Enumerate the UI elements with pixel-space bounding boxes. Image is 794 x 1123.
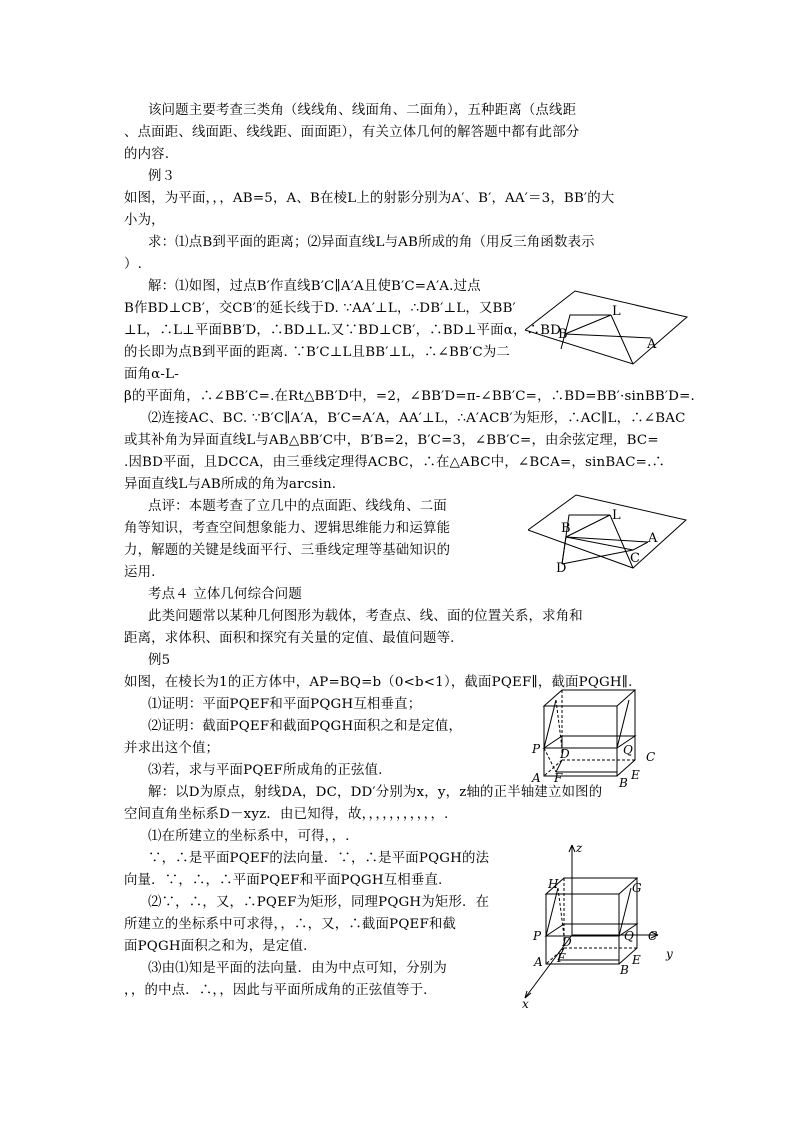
paragraph-line: ⑴证明：平面PQEF和平面PQGH互相垂直； — [148, 697, 422, 712]
label-x: x — [522, 997, 529, 1010]
label-C: C — [648, 929, 658, 943]
paragraph-line: 或其补角为异面直线L与AB△BB′C中，B′B=2，B′C=3，∠BB′C=，由余弦定理，BC= — [124, 433, 659, 448]
section-heading: 考点４ 立体几何综合问题 — [148, 587, 302, 602]
label-D: D — [560, 747, 570, 761]
paragraph-line: 的长即为点B到平面的距离. ∵B′C⊥L且BB′⊥L，∴∠BB′C为二 — [124, 345, 510, 360]
label-D: D — [556, 561, 567, 576]
paragraph-line: ⑵∵，∴，又，∴PQEF为矩形，同理PQGH为矩形．在 — [148, 895, 490, 910]
label-D: D — [562, 935, 572, 949]
paragraph-line: 解：⑴如图，过点B′作直线B′C∥A′A且使B′C=A′A.过点 — [148, 279, 481, 294]
cube-axes-figure — [520, 840, 680, 1010]
paragraph-line: 求：⑴点B到平面的距离；⑵异面直线L与AB所成的角（用反三角函数表示 — [148, 235, 595, 250]
paragraph-line: 解：以D为原点，射线DA，DC，DD′分别为x，y，z轴的正半轴建立如图的 — [148, 785, 603, 800]
dihedral-figure-1 — [525, 290, 690, 370]
label-A: A — [647, 337, 657, 352]
paragraph-line: 此类问题常以某种几何图形为载体，考查点、线、面的位置关系，求角和 — [148, 609, 583, 624]
label-Q: Q — [623, 743, 633, 757]
paragraph-line: 异面直线L与AB所成的角为arcsin. — [124, 477, 337, 492]
label-C: C — [630, 551, 640, 566]
paragraph-line: 角等知识，考查空间想象能力、逻辑思维能力和运算能 — [124, 521, 451, 536]
paragraph-line: ⑵证明：截面PQEF和截面PQGH面积之和是定值， — [148, 719, 463, 734]
paragraph-line: 空间直角坐标系D－xyz．由已知得，故，，，，，，，，，，，. — [124, 807, 449, 822]
label-A: A — [648, 531, 658, 546]
paragraph-line: ⑵连接AC、BC. ∵B′C∥A′A，B′C=A′A，AA′⊥L，∴A′ACB′为矩形，∴AC∥L，∴∠BAC — [148, 411, 686, 426]
label-A: A — [534, 955, 543, 969]
paragraph-line: 该问题主要考查三类角（线线角、线面角、二面角），五种距离（点线距 — [148, 103, 577, 118]
label-L: L — [612, 508, 621, 523]
example-heading: 例5 — [148, 653, 171, 668]
paragraph-line: 点评：本题考查了立几中的点面距、线线角、二面 — [148, 499, 447, 514]
paragraph-line: ⑴在所建立的坐标系中，可得，，. — [148, 829, 350, 844]
label-Q: Q — [624, 929, 634, 943]
label-B: B — [619, 776, 628, 788]
label-B: B — [620, 963, 629, 977]
label-z: z — [576, 841, 583, 855]
paragraph-line: 力，解题的关键是线面平行、三垂线定理等基础知识的 — [124, 543, 451, 558]
example-heading: 例３ — [148, 169, 176, 184]
paragraph-line: 如图，在棱长为1的正方体中，AP=BQ=b（0<b<1），截面PQEF∥，截面PQGH∥. — [124, 675, 633, 690]
paragraph-line: ⑶若，求与平面PQEF所成角的正弦值. — [148, 763, 383, 778]
label-P: P — [532, 742, 541, 756]
paragraph-line: ⑶由⑴知是平面的法向量．由为中点可知，分别为 — [148, 961, 447, 976]
paragraph-line: 如图，为平面，，，AB=5，A、B在棱L上的射影分别为A′、B′，AA′＝3，BB′的大 — [124, 191, 615, 206]
label-E: E — [632, 953, 641, 967]
label-A: A — [532, 771, 541, 785]
paragraph-line: ，，的中点．∴，，因此与平面所成角的正弦值等于. — [124, 983, 428, 998]
label-H: H — [548, 877, 559, 891]
label-B: B — [558, 327, 568, 342]
paragraph-line: ）. — [124, 257, 143, 272]
label-C: C — [646, 750, 656, 764]
paragraph-line: 距离，求体积、面积和探究有关量的定值、最值问题等. — [124, 631, 455, 646]
paragraph-line: 面角α-L- — [124, 367, 179, 382]
paragraph-line: 并求出这个值； — [124, 741, 220, 756]
label-y: y — [666, 947, 673, 961]
paragraph-line: 向量．∵，∴，∴平面PQEF和平面PQGH互相垂直. — [124, 873, 443, 888]
paragraph-line: 小为， — [124, 213, 165, 228]
paragraph-line: 、点面距、线面距、线线距、面面距），有关立体几何的解答题中都有此部分 — [124, 125, 580, 140]
paragraph-line: ∵，∴是平面PQEF的法向量．∵，∴是平面PQGH的法 — [148, 851, 490, 866]
label-E: E — [631, 768, 640, 782]
paragraph-line: 所建立的坐标系中可求得，，∴，又，∴截面PQEF和截 — [124, 917, 457, 932]
paragraph-line: 运用. — [124, 565, 156, 580]
label-P: P — [533, 929, 542, 943]
label-F: F — [557, 951, 566, 965]
paragraph-line: ⊥L，∴L⊥平面BB′D，∴BD⊥L.又∵BD⊥CB′，∴BD⊥平面α，∴BD — [124, 323, 562, 338]
cube-figure — [528, 688, 658, 788]
label-B: B — [561, 521, 571, 536]
label-L: L — [612, 304, 621, 319]
dihedral-figure-2 — [528, 492, 688, 578]
paragraph-line: 的内容. — [124, 147, 170, 162]
label-F: F — [554, 771, 563, 785]
paragraph-line: β的平面角，∴∠BB′C=.在Rt△BB′D中，=2，∠BB′D=π-∠BB′C=，∴BD=BB′·sinBB′D=. — [124, 389, 695, 404]
paragraph-line: B作BD⊥CB′，交CB′的延长线于D. ∵AA′⊥L，∴DB′⊥L，又BB′ — [124, 301, 516, 316]
paragraph-line: .因BD平面，且DCCA，由三垂线定理得ACBC，∴在△ABC中，∠BCA=，sinBAC=.∴ — [124, 455, 666, 470]
paragraph-line: 面PQGH面积之和为，是定值. — [124, 939, 308, 954]
label-G: G — [632, 881, 642, 895]
